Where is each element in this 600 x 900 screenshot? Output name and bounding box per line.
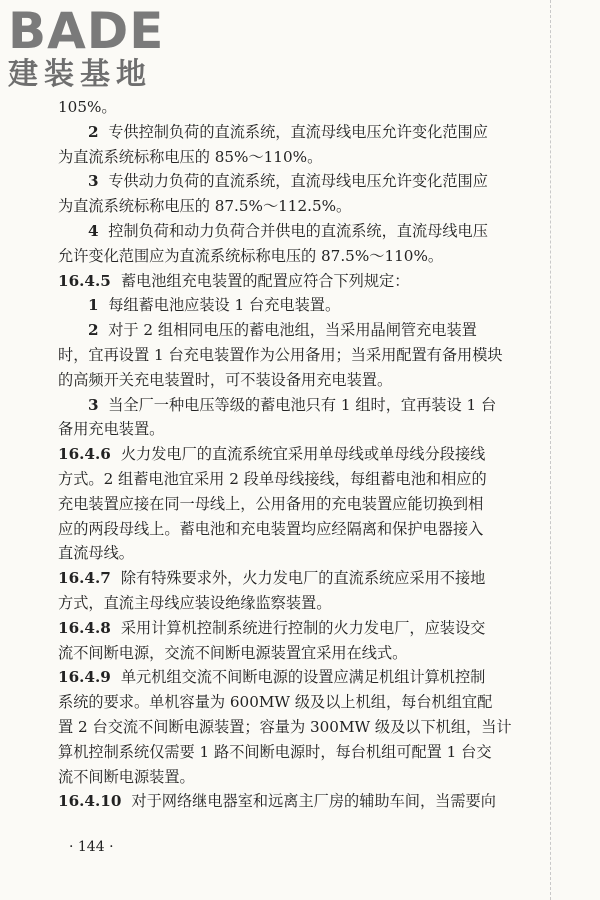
clause-number: 16.4.9: [58, 668, 111, 687]
text-line: 除有特殊要求外，火力发电厂的直流系统应采用不接地: [120, 569, 486, 588]
item-number: 2: [88, 122, 99, 141]
text-line: 备用充电装置。: [58, 420, 165, 439]
text-line: 算机控制系统仅需要 1 路不间断电源时，每台机组可配置 1 台交: [58, 742, 492, 761]
text-line: 时，宜再设置 1 台充电装置作为公用备用；当采用配置有备用模块: [58, 345, 503, 364]
document-body: [58, 95, 538, 814]
text-line: 专供控制负荷的直流系统，直流母线电压允许变化范围应: [108, 122, 488, 141]
clause-number: 16.4.8: [58, 618, 111, 637]
clause-number: 16.4.6: [58, 445, 111, 464]
text-line: 充电装置应接在同一母线上，公用备用的充电装置应能切换到相: [58, 494, 484, 513]
item-number: 3: [88, 172, 99, 191]
clause-number: 16.4.7: [58, 569, 111, 588]
text-line: 流不间断电源，交流不间断电源装置宜采用在线式。: [58, 643, 408, 662]
text-line: 火力发电厂的直流系统宜采用单母线或单母线分段接线: [120, 445, 486, 464]
item-number: 2: [88, 321, 99, 340]
text-line: 专供动力负荷的直流系统，直流母线电压允许变化范围应: [108, 172, 488, 191]
text-line: 为直流系统标称电压的 85%～110%。: [58, 147, 323, 166]
text-line: 方式。2 组蓄电池宜采用 2 段单母线接线，每组蓄电池和相应的: [58, 469, 487, 488]
text-line: 置 2 台交流不间断电源装置；容量为 300MW 级及以下机组，当计: [58, 717, 512, 736]
list-item-1: [58, 293, 538, 318]
text-line: 当全厂一种电压等级的蓄电池只有 1 组时，宜再装设 1 台: [108, 395, 497, 414]
text-line: 流不间断电源装置。: [58, 767, 195, 786]
text-line: 为直流系统标称电压的 87.5%～112.5%。: [58, 197, 352, 216]
clause-16-4-8: [58, 616, 538, 641]
list-item-2: [58, 318, 538, 343]
list-item-2: [58, 120, 538, 145]
text-line: 单元机组交流不间断电源的设置应满足机组计算机控制: [120, 668, 486, 687]
list-item-3: [58, 393, 538, 418]
list-item-4: [58, 219, 538, 244]
text-line: 系统的要求。单机容量为 600MW 级及以上机组，每台机组宜配: [58, 693, 493, 712]
text-line: 控制负荷和动力负荷合并供电的直流系统，直流母线电压: [108, 221, 488, 240]
text-line: 直流母线。: [58, 544, 134, 563]
text-line: 方式，直流主母线应装设绝缘监察装置。: [58, 593, 332, 612]
text-line: 对于 2 组相同电压的蓄电池组，当采用晶闸管充电装置: [108, 321, 477, 340]
list-item-3: [58, 169, 538, 194]
clause-16-4-6: [58, 442, 538, 467]
item-number: 3: [88, 395, 99, 414]
logo-wordmark: BADE: [8, 2, 165, 60]
text-line: 应的两段母线上。蓄电池和充电装置均应经隔离和保护电器接入: [58, 519, 484, 538]
page-number: · 144 ·: [69, 839, 114, 855]
item-number: 1: [88, 296, 99, 315]
clause-16-4-7: [58, 566, 538, 591]
text-line: 的高频开关充电装置时，可不装设备用充电装置。: [58, 370, 393, 389]
clause-16-4-9: [58, 665, 538, 690]
item-number: 4: [88, 221, 99, 240]
bade-logo: [8, 2, 178, 94]
clause-16-4-10: [58, 789, 538, 814]
text-line: 105%。: [58, 98, 117, 116]
logo-subtitle: 建装基地: [8, 57, 152, 92]
text-line: 采用计算机控制系统进行控制的火力发电厂，应装设交: [120, 618, 486, 637]
scan-edge-line: [550, 0, 551, 900]
clause-number: 16.4.5: [58, 271, 111, 290]
text-line: 对于网络继电器室和远离主厂房的辅助车间，当需要向: [131, 792, 496, 811]
text-line: 允许变化范围应为直流系统标称电压的 87.5%～110%。: [58, 246, 444, 265]
clause-16-4-5: [58, 269, 538, 294]
clause-number: 16.4.10: [58, 792, 122, 811]
text-line: 每组蓄电池应装设 1 台充电装置。: [108, 296, 341, 315]
text-line: 蓄电池组充电装置的配置应符合下列规定：: [120, 271, 410, 290]
